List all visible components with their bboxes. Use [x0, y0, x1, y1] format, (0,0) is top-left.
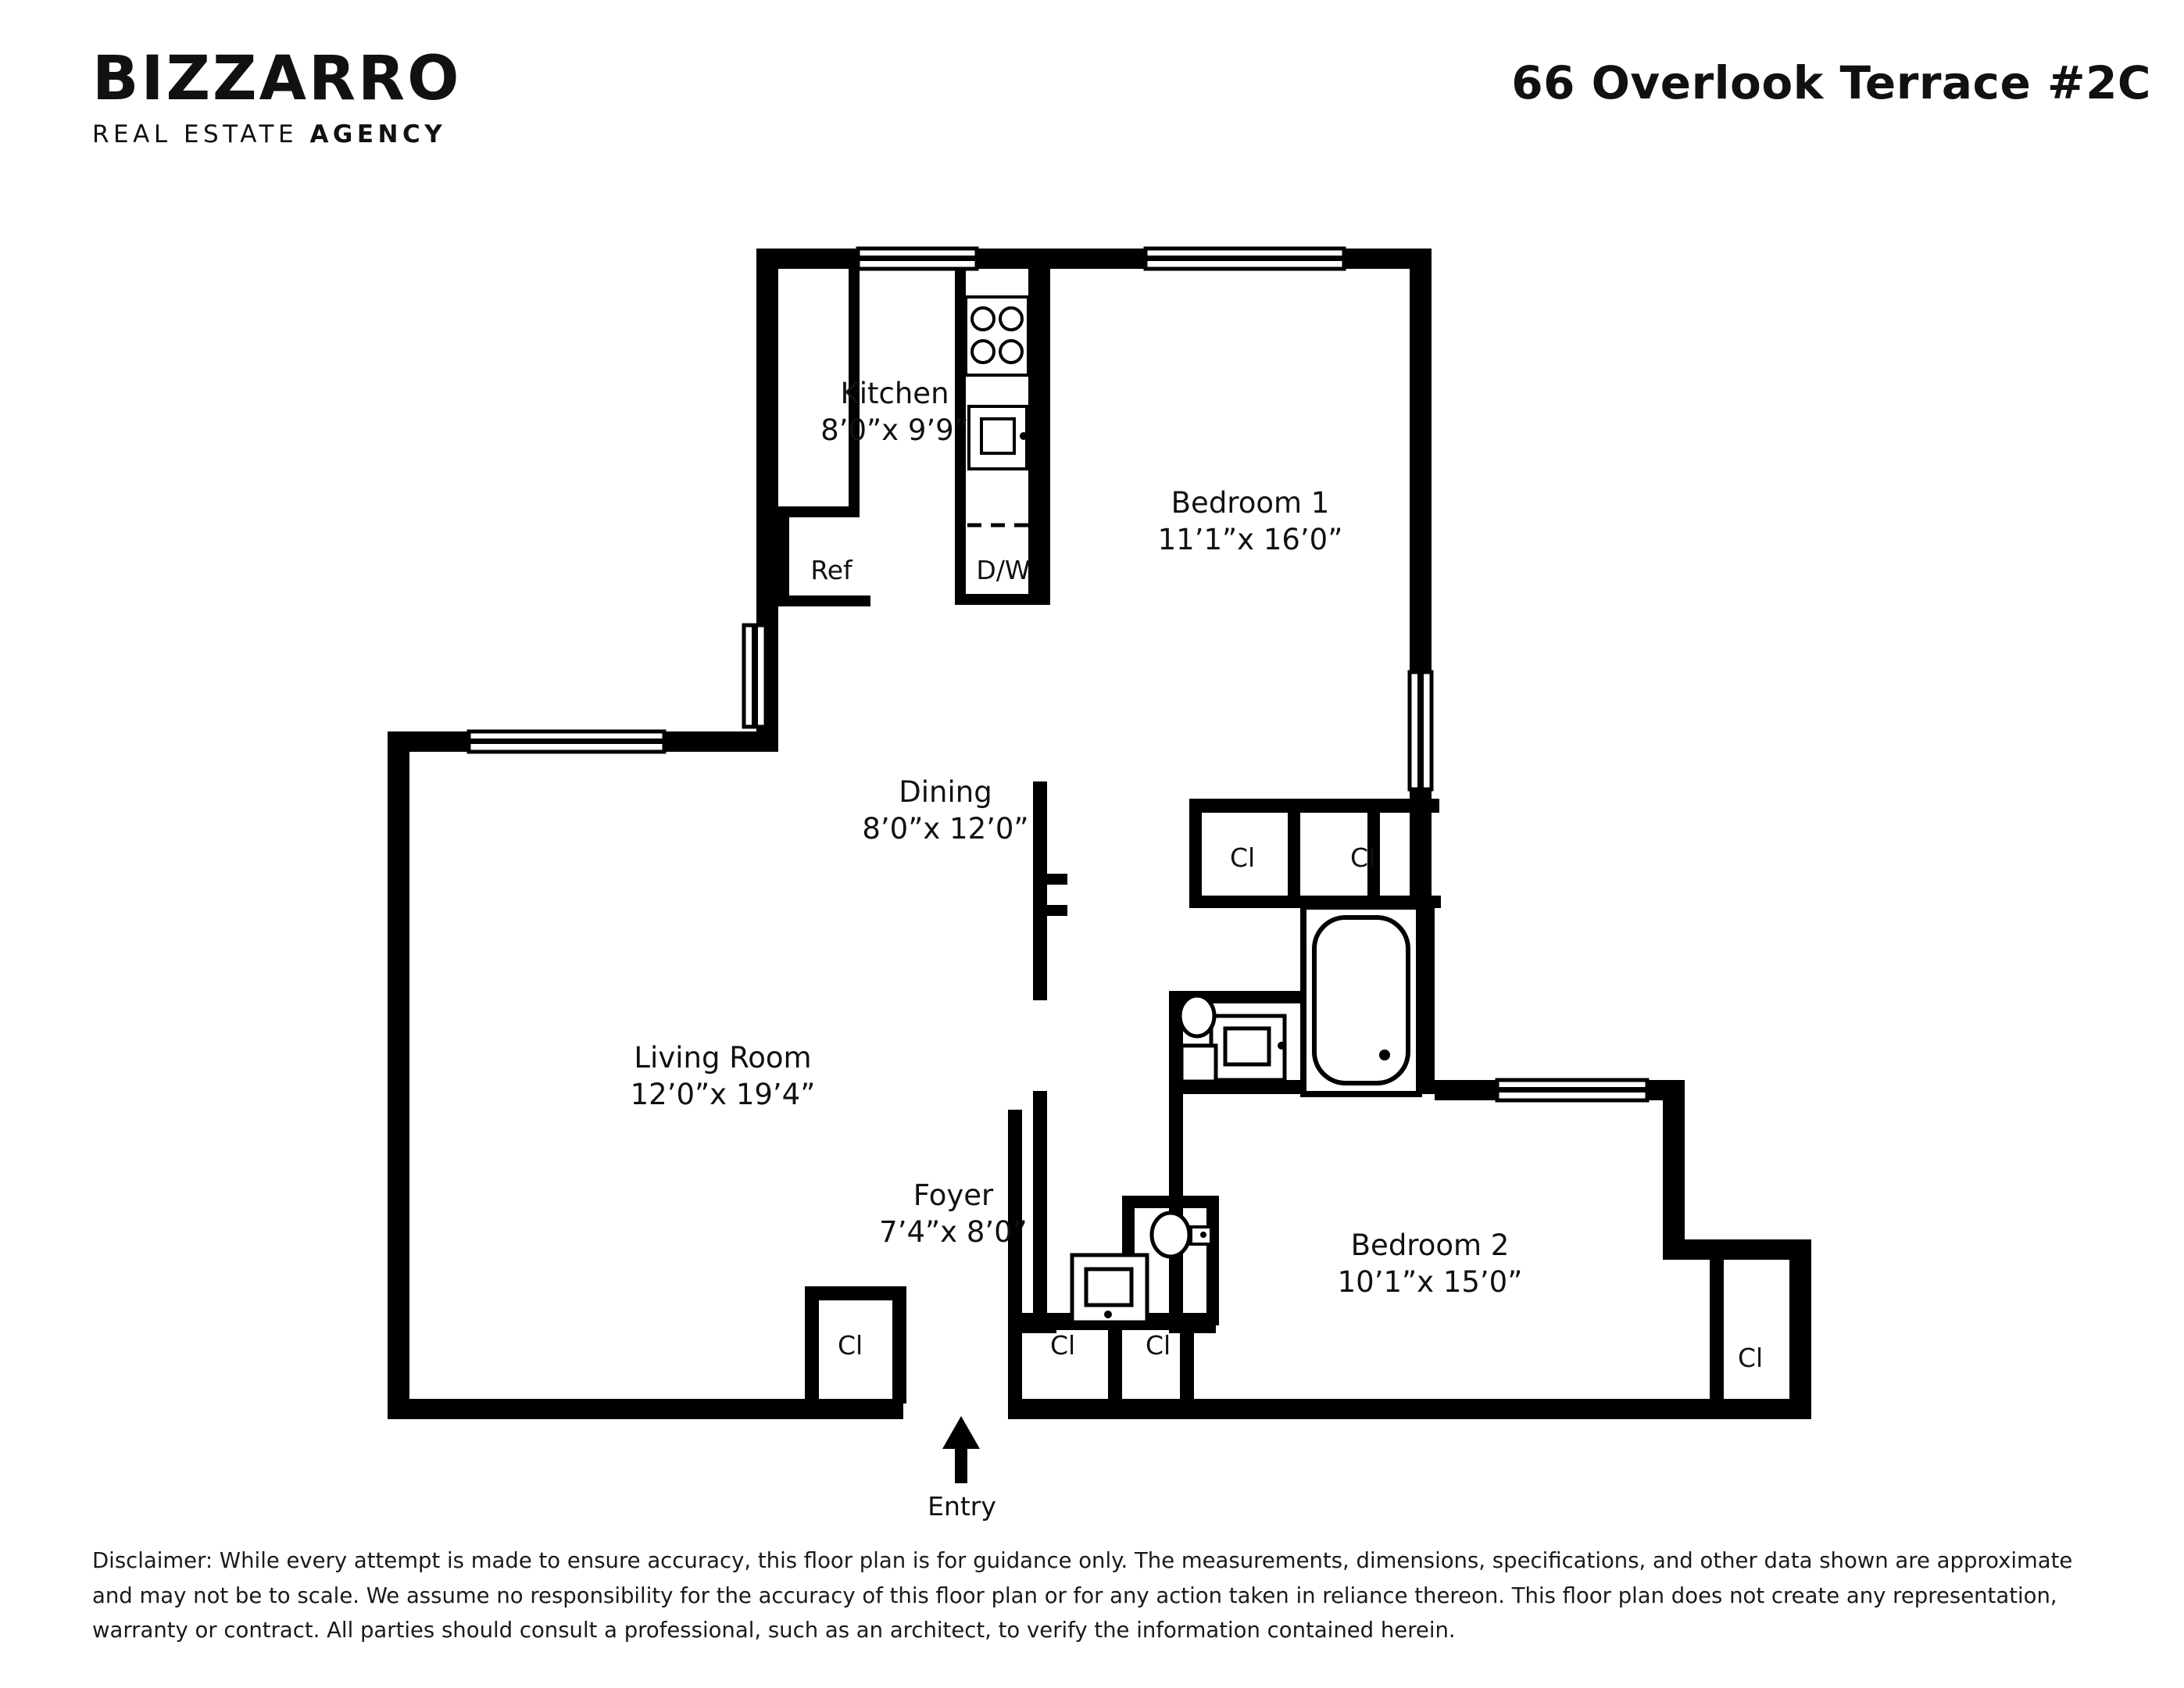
closet-label-foyer-b: Cl [1146, 1330, 1171, 1361]
room-label-dining: Dining 8’0”x 12’0” [862, 775, 1029, 846]
disclaimer-text: Disclaimer: While every attempt is made to ensure accuracy, this floor plan is for guidance only. The measurements, dimensions, specifications, and other data shown are approximate and may not be to scale. We assume no responsibility for the accuracy of this floor plan or for any action taken in reliance thereon. This floor plan does not create any representation, warranty or contract. All parties should consult a professional, such as an architect, to verify the information contained herein. [92, 1548, 2073, 1643]
room-label-foyer: Foyer 7’4”x 8’0” [879, 1178, 1028, 1250]
entry-label: Entry [928, 1491, 996, 1522]
room-label-living-room: Living Room 12’0”x 19’4” [630, 1041, 816, 1112]
closet-label-living: Cl [838, 1330, 863, 1361]
fixture-label-ref: Ref [810, 555, 853, 585]
closet-label-bed1-b: Cl [1350, 842, 1376, 873]
closet-label-foyer-a: Cl [1050, 1330, 1076, 1361]
closet-label-bed2: Cl [1738, 1343, 1764, 1373]
room-label-bedroom1: Bedroom 1 11’1”x 16’0” [1157, 486, 1343, 557]
brand-tagline-light: REAL ESTATE [92, 120, 310, 148]
room-label-bedroom2: Bedroom 2 10’1”x 15’0” [1337, 1228, 1523, 1300]
fixture-label-dishwasher: D/W [976, 555, 1031, 585]
brand-tagline-bold: AGENCY [309, 120, 447, 148]
room-label-kitchen: Kitchen 8’0”x 9’9” [820, 377, 969, 448]
unit-address-title: 66 Overlook Terrace #2C [1511, 56, 2151, 109]
brand-name: BIZZARRO [92, 44, 462, 114]
closet-label-bed1-a: Cl [1230, 842, 1256, 873]
entry-arrow [942, 1416, 980, 1483]
